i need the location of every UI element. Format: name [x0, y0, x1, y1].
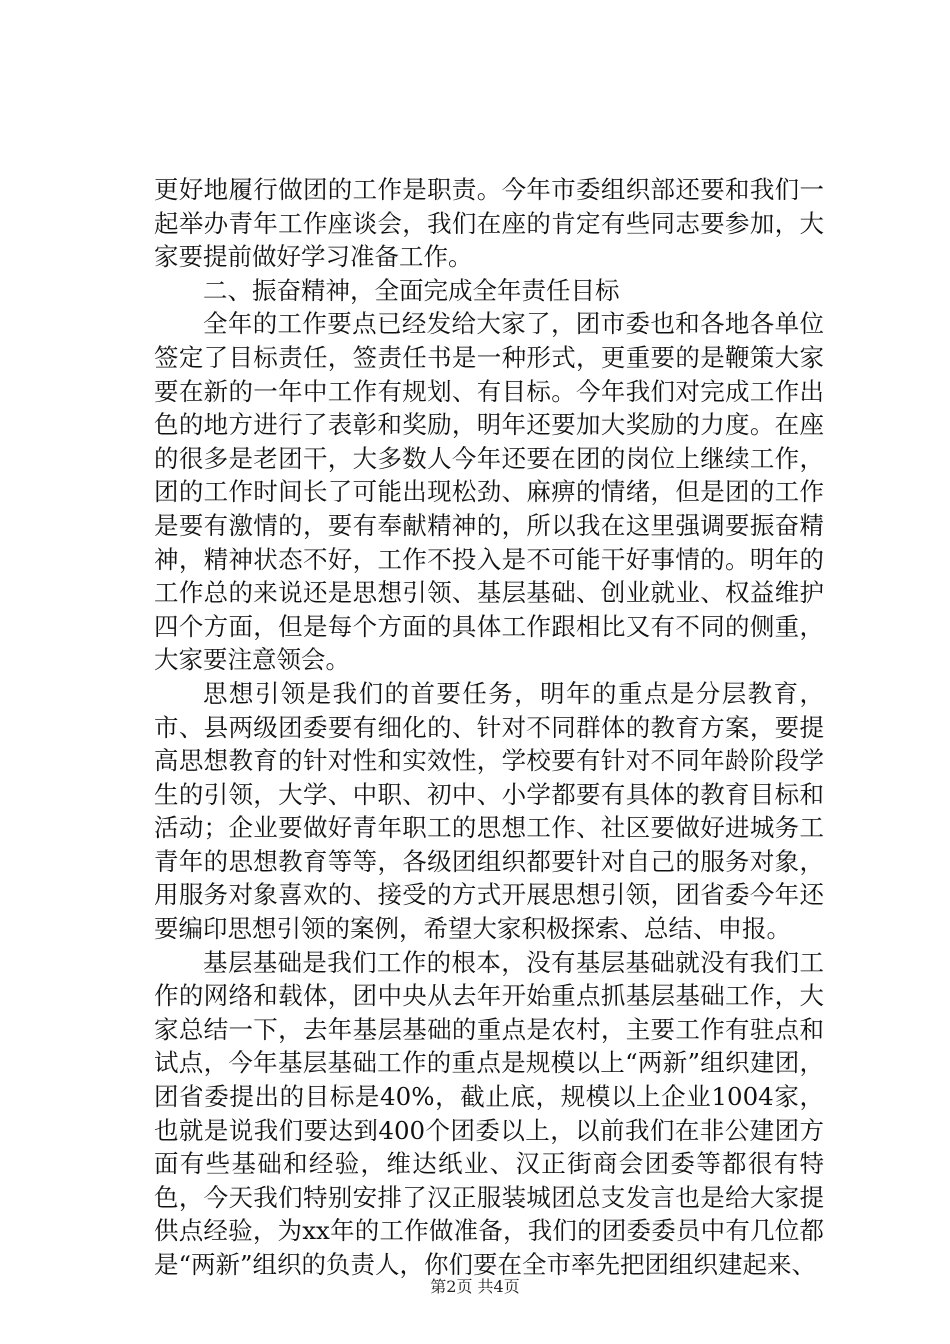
section-heading: 二、振奋精神，全面完成全年责任目标 — [203, 275, 620, 305]
document-body — [154, 173, 824, 1282]
page-number-footer: 第2页 共4页 — [430, 1277, 520, 1296]
paragraph: 思想引领是我们的首要任务，明年的重点是分层教育，市、县两级团委要有细化的、针对不同群体的教育方案，要提高思想教育的针对性和实效性，学校要有针对不同年龄阶段学生的引领，大学、中职、初中、小学都要有具体的教育目标和活动；企业要做好青年职工的思想工作、社区要做好进城务工青年的思想教育等等，各级团组织都要针对自己的服务对象，用服务对象喜欢的、接受的方式开展思想引领，团省委今年还要编印思想引领的案例，希望大家积极探索、总结、申报。 — [154, 678, 824, 944]
paragraph-continuation: 更好地履行做团的工作是职责。今年市委组织部还要和我们一起举办青年工作座谈会，我们在座的肯定有些同志要参加，大家要提前做好学习准备工作。 — [154, 175, 824, 272]
paragraph: 基层基础是我们工作的根本，没有基层基础就没有我们工作的网络和载体，团中央从去年开始重点抓基层基础工作，大家总结一下，去年基层基础的重点是农村，主要工作有驻点和试点，今年基层基础工作的重点是规模以上“两新”组织建团，团省委提出的目标是40%，截止底，规模以上企业1004家，也就是说我们要达到400个团委以上，以前我们在非公建团方面有些基础和经验，维达纸业、汉正街商会团委等都很有特色，今天我们特别安排了汉正服装城团总支发言也是给大家提供点经验，为xx年的工作做准备，我们的团委委员中有几位都是“两新”组织的负责人，你们要在全市率先把团组织建起来、 — [154, 947, 824, 1279]
paragraph: 全年的工作要点已经发给大家了，团市委也和各地各单位签定了目标责任，签责任书是一种形式，更重要的是鞭策大家要在新的一年中工作有规划、有目标。今年我们对完成工作出色的地方进行了表彰和奖励，明年还要加大奖励的力度。在座的很多是老团干，大多数人今年还要在团的岗位上继续工作，团的工作时间长了可能出现松劲、麻痹的情绪，但是团的工作是要有激情的，要有奉献精神的，所以我在这里强调要振奋精神，精神状态不好，工作不投入是不可能干好事情的。明年的工作总的来说还是思想引领、基层基础、创业就业、权益维护四个方面，但是每个方面的具体工作跟相比又有不同的侧重，大家要注意领会。 — [154, 309, 824, 675]
